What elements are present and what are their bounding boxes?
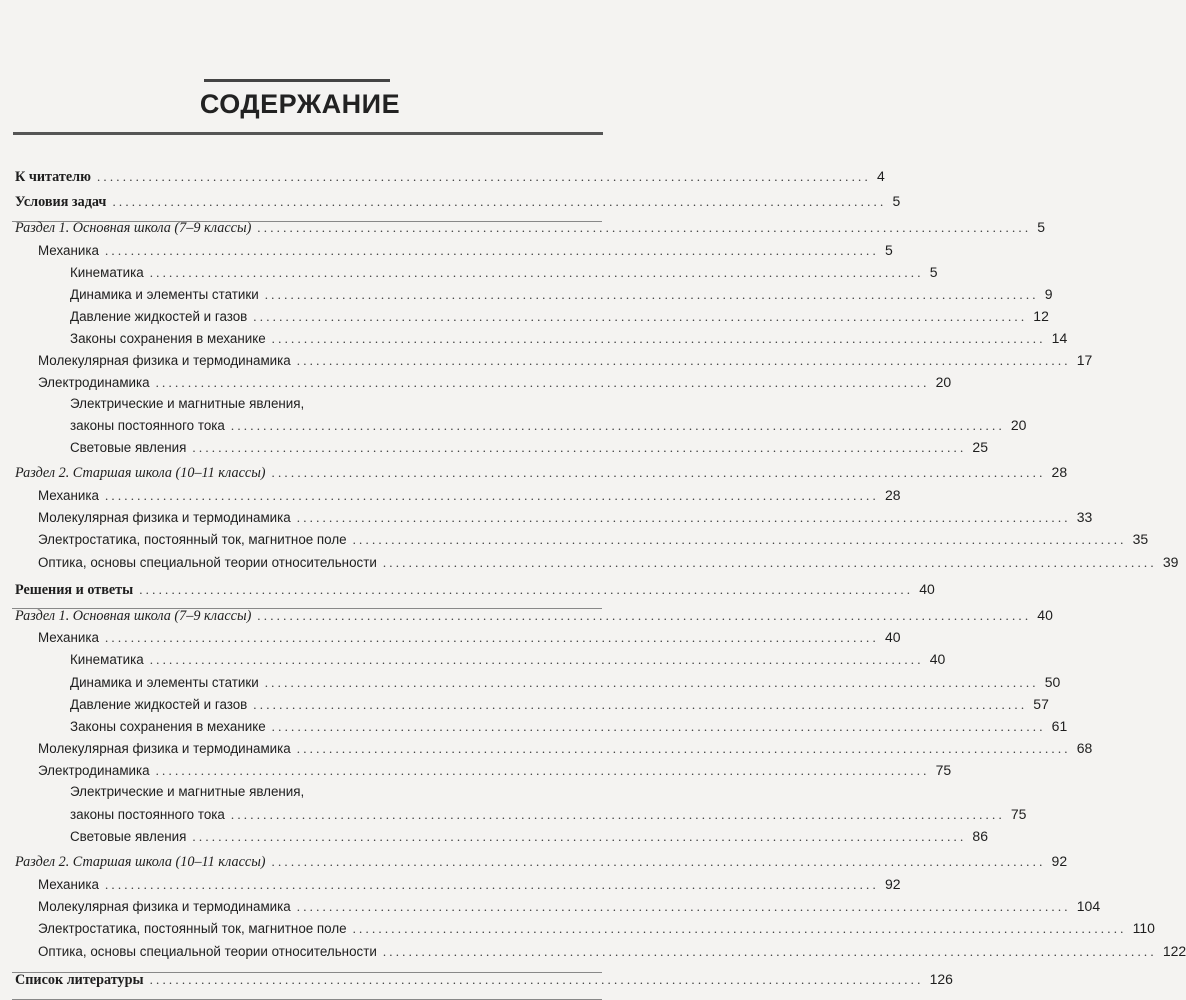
toc-entry: [70, 415, 1027, 435]
dot-leader: ........................................................................................................................: [155, 375, 930, 390]
toc-entry-label: Список литературы: [15, 972, 144, 988]
toc-page-number: 28: [1051, 464, 1068, 480]
dot-leader: ........................................................................................................................: [271, 331, 1046, 346]
toc-page-number: 33: [1076, 509, 1093, 525]
toc-page-number: 5: [1037, 219, 1046, 235]
toc-entry-label: Решения и ответы: [15, 582, 134, 598]
toc-entry: [70, 672, 1061, 692]
toc-page-number: 14: [1051, 330, 1068, 346]
toc-page-number: 28: [884, 487, 901, 503]
toc-entry: [15, 462, 1068, 482]
toc-entry: [70, 328, 1068, 348]
toc-entry: [38, 372, 952, 392]
toc-entry-label: Оптика, основы специальной теории относительности: [38, 944, 377, 959]
toc-page-number: 5: [892, 193, 901, 209]
toc-page-number: 110: [1132, 920, 1155, 936]
dot-leader: ........................................................................................................................: [296, 510, 1071, 525]
toc-entry: [38, 874, 901, 894]
toc-entry-label: Механика: [38, 243, 99, 258]
dot-leader: ........................................................................................................................: [296, 353, 1071, 368]
toc-page-number: 9: [1044, 286, 1053, 302]
dot-leader: ........................................................................................................................: [257, 608, 1032, 623]
dot-leader: ........................................................................................................................: [253, 309, 1028, 324]
toc-entry: [15, 191, 901, 211]
dot-leader: ........................................................................................................................: [104, 877, 879, 892]
toc-entry: [70, 262, 938, 282]
toc-page-number: 4: [876, 168, 885, 184]
toc-entry: [70, 394, 600, 414]
toc-entry-label: Механика: [38, 630, 99, 645]
toc-entry-label: Законы сохранения в механике: [70, 331, 266, 346]
toc-page-number: 92: [884, 876, 901, 892]
toc-entry-label: Электрические и магнитные явления,: [70, 784, 305, 799]
toc-entry-label: Молекулярная физика и термодинамика: [38, 899, 291, 914]
dot-leader: ........................................................................................................................: [192, 829, 967, 844]
toc-page-number: 68: [1076, 740, 1093, 756]
dot-leader: ........................................................................................................................: [382, 555, 1157, 570]
toc-entry-label: Световые явления: [70, 829, 187, 844]
toc-entry-label: Оптика, основы специальной теории относительности: [38, 555, 377, 570]
toc-entry: [38, 485, 901, 505]
toc-entry-label: Условия задач: [15, 194, 107, 210]
dot-leader: ........................................................................................................................: [149, 652, 924, 667]
toc-entry-label: Раздел 2. Старшая школа (10–11 классы): [15, 465, 266, 481]
toc-entry: [15, 851, 1068, 871]
toc-entry: [38, 240, 893, 260]
toc-entry-label: Динамика и элементы статики: [70, 287, 259, 302]
toc-entry: [70, 306, 1049, 326]
toc-entry-label: Световые явления: [70, 440, 187, 455]
toc-entry: [38, 918, 1155, 938]
toc-entry-label: законы постоянного тока: [70, 807, 225, 822]
dot-leader: ........................................................................................................................: [230, 807, 1005, 822]
dot-leader: ........................................................................................................................: [104, 243, 879, 258]
toc-entry: [70, 782, 600, 802]
dot-leader: ........................................................................................................................: [96, 169, 871, 184]
toc-entry: [70, 826, 988, 846]
toc-entry: [38, 627, 901, 647]
toc-page-number: 40: [919, 581, 935, 597]
toc-page-number: 5: [929, 264, 938, 280]
toc-entry: [70, 694, 1049, 714]
dot-leader: ........................................................................................................................: [264, 675, 1039, 690]
toc-entry-label: Молекулярная физика и термодинамика: [38, 741, 291, 756]
toc-entry: [38, 941, 1186, 961]
toc-entry-label: Динамика и элементы статики: [70, 675, 259, 690]
toc-entry: [38, 760, 952, 780]
toc-page-number: 40: [884, 629, 901, 645]
toc-page-number: 50: [1044, 674, 1061, 690]
dot-leader: ........................................................................................................................: [192, 440, 967, 455]
toc-entry-label: Электрические и магнитные явления,: [70, 396, 305, 411]
toc-page-number: 57: [1033, 696, 1049, 712]
toc-entry-label: К читателю: [15, 169, 91, 185]
toc-entry-label: Электродинамика: [38, 375, 150, 390]
toc-page-number: 39: [1162, 554, 1179, 570]
toc-entry: [15, 579, 935, 599]
page-title: СОДЕРЖАНИЕ: [199, 89, 401, 119]
toc-entry-label: Кинематика: [70, 265, 144, 280]
dot-leader: ........................................................................................................................: [149, 265, 924, 280]
toc-entry: [38, 896, 1101, 916]
toc-page-number: 25: [972, 439, 988, 455]
toc-entry: [70, 649, 946, 669]
toc-entry-label: Давление жидкостей и газов: [70, 697, 248, 712]
dot-leader: ........................................................................................................................: [257, 220, 1032, 235]
dot-leader: ........................................................................................................................: [139, 582, 914, 597]
toc-page-number: 122: [1162, 943, 1186, 959]
toc-entry-label: Электродинамика: [38, 763, 150, 778]
dot-leader: ........................................................................................................................: [296, 899, 1071, 914]
toc-entry: [15, 217, 1046, 237]
toc-page-number: 75: [935, 762, 952, 778]
toc-entry-label: Электростатика, постоянный ток, магнитное поле: [38, 532, 347, 547]
dot-leader: ........................................................................................................................: [382, 944, 1157, 959]
dot-leader: ........................................................................................................................: [230, 418, 1005, 433]
toc-entry-label: Молекулярная физика и термодинамика: [38, 353, 291, 368]
toc-entry-label: Давление жидкостей и газов: [70, 309, 248, 324]
toc-entry: [15, 605, 1053, 625]
toc-entry: [70, 284, 1053, 304]
dot-leader: ........................................................................................................................: [352, 532, 1127, 547]
toc-page-number: 17: [1076, 352, 1093, 368]
dot-leader: ........................................................................................................................: [104, 630, 879, 645]
toc-page-number: 75: [1010, 806, 1027, 822]
dot-leader: ........................................................................................................................: [352, 921, 1127, 936]
toc-entry-label: Законы сохранения в механике: [70, 719, 266, 734]
toc-entry: [38, 738, 1093, 758]
toc-entry: [70, 716, 1068, 736]
dot-leader: ........................................................................................................................: [155, 763, 930, 778]
toc-entry: [15, 969, 953, 989]
toc-entry-label: Раздел 2. Старшая школа (10–11 классы): [15, 854, 266, 870]
dot-leader: ........................................................................................................................: [271, 465, 1046, 480]
toc-entry-label: Раздел 1. Основная школа (7–9 классы): [15, 220, 252, 236]
toc-entry: [38, 350, 1093, 370]
toc-page-number: 5: [884, 242, 893, 258]
toc-page-number: 12: [1033, 308, 1049, 324]
dot-leader: ........................................................................................................................: [149, 972, 924, 987]
toc-page-number: 40: [1037, 607, 1053, 623]
toc-page-number: 20: [1010, 417, 1027, 433]
dot-leader: ........................................................................................................................: [296, 741, 1071, 756]
toc-entry: [70, 437, 988, 457]
dot-leader: ........................................................................................................................: [112, 194, 887, 209]
toc-page-number: 86: [972, 828, 988, 844]
dot-leader: ........................................................................................................................: [271, 854, 1046, 869]
toc-page-number: 20: [935, 374, 952, 390]
toc-page-number: 92: [1051, 853, 1068, 869]
toc-entry: [38, 529, 1149, 549]
toc-entry: [15, 166, 885, 186]
dot-leader: ........................................................................................................................: [104, 488, 879, 503]
toc-entry-label: Кинематика: [70, 652, 144, 667]
dot-leader: ........................................................................................................................: [264, 287, 1039, 302]
toc-entry-label: Электростатика, постоянный ток, магнитное поле: [38, 921, 347, 936]
toc-page-number: 40: [929, 651, 946, 667]
toc-entry: [38, 507, 1093, 527]
toc-page-number: 35: [1132, 531, 1149, 547]
toc-entry: [70, 804, 1027, 824]
dot-leader: ........................................................................................................................: [253, 697, 1028, 712]
toc-entry-label: Механика: [38, 877, 99, 892]
toc-entry-label: Раздел 1. Основная школа (7–9 классы): [15, 608, 252, 624]
dot-leader: ........................................................................................................................: [271, 719, 1046, 734]
toc-page-number: 104: [1076, 898, 1101, 914]
toc-entry: [38, 552, 1179, 572]
toc-entry-label: законы постоянного тока: [70, 418, 225, 433]
toc-page-number: 126: [929, 971, 953, 987]
toc-page-number: 61: [1051, 718, 1068, 734]
toc-entry-label: Молекулярная физика и термодинамика: [38, 510, 291, 525]
toc-entry-label: Механика: [38, 488, 99, 503]
